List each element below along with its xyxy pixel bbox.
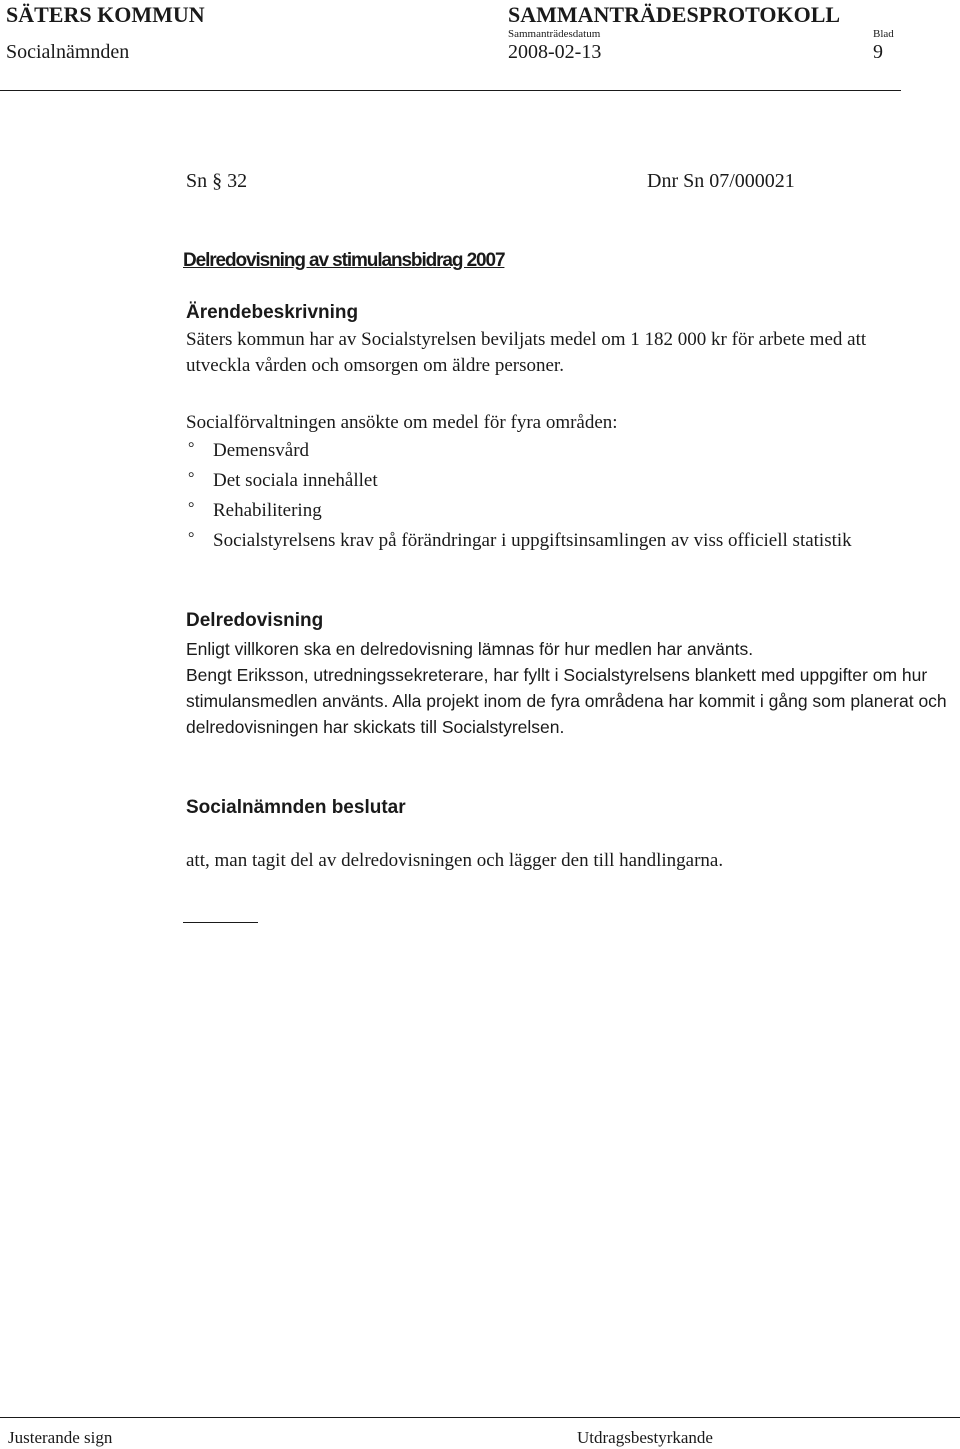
partial-report-text-2: Bengt Eriksson, utredningssekreterare, har fyllt i Socialstyrelsens blankett med uppgifter om hur stimulansmedlen använts. Alla projekt inom de fyra områdena har kommit i gång som planerat och delredovisningen har skickats till Socialstyrelsen.: [186, 665, 947, 737]
page-number: 9: [873, 41, 883, 63]
bullet-mark: °: [188, 470, 195, 487]
bullet-mark: °: [188, 530, 195, 547]
organization-name: SÄTERS KOMMUN: [6, 2, 205, 27]
case-description-heading: Ärendebeskrivning: [186, 302, 359, 323]
bullet-mark: °: [188, 500, 195, 517]
committee-name: Socialnämnden: [6, 41, 130, 63]
case-description-text: Säters kommun har av Socialstyrelsen beviljats medel om 1 182 000 kr för arbete med att utveckla vården och omsorgen om äldre personer.: [186, 329, 867, 376]
footer-rule: [0, 1417, 960, 1418]
paragraph-number: 32: [227, 170, 248, 192]
decision-heading: Socialnämnden beslutar: [186, 797, 406, 818]
partial-report-heading: Delredovisning: [186, 610, 324, 631]
end-rule: [183, 922, 258, 923]
bullet-mark: °: [188, 440, 195, 457]
signature-label: Justerande sign: [8, 1428, 113, 1447]
case-number: Dnr Sn 07/000021: [647, 170, 795, 192]
document-type: SAMMANTRÄDESPROTOKOLL: [508, 2, 841, 27]
list-item: Det sociala innehållet: [213, 470, 378, 491]
document-title: Delredovisning av stimulansbidrag 2007: [183, 250, 505, 271]
list-item: Socialstyrelsens krav på förändringar i uppgiftsinsamlingen av viss officiell statistik: [213, 530, 852, 551]
page-label: Blad: [873, 28, 894, 40]
areas-intro: Socialförvaltningen ansökte om medel för fyra områden:: [186, 412, 618, 433]
date-label: Sammanträdesdatum: [508, 28, 601, 40]
paragraph-prefix: Sn: [186, 170, 208, 192]
decision-text: att, man tagit del av delredovisningen och lägger den till handlingarna.: [186, 850, 724, 871]
paragraph-reference: [186, 170, 247, 193]
list-item: Demensvård: [213, 440, 310, 461]
extract-certification-label: Utdragsbestyrkande: [577, 1428, 713, 1447]
list-item: Rehabilitering: [213, 500, 322, 521]
meeting-date: 2008-02-13: [508, 41, 602, 63]
header-rule: [0, 90, 901, 91]
partial-report-text-1: Enligt villkoren ska en delredovisning lämnas för hur medlen har använts.: [186, 639, 754, 659]
section-symbol: §: [212, 170, 223, 192]
